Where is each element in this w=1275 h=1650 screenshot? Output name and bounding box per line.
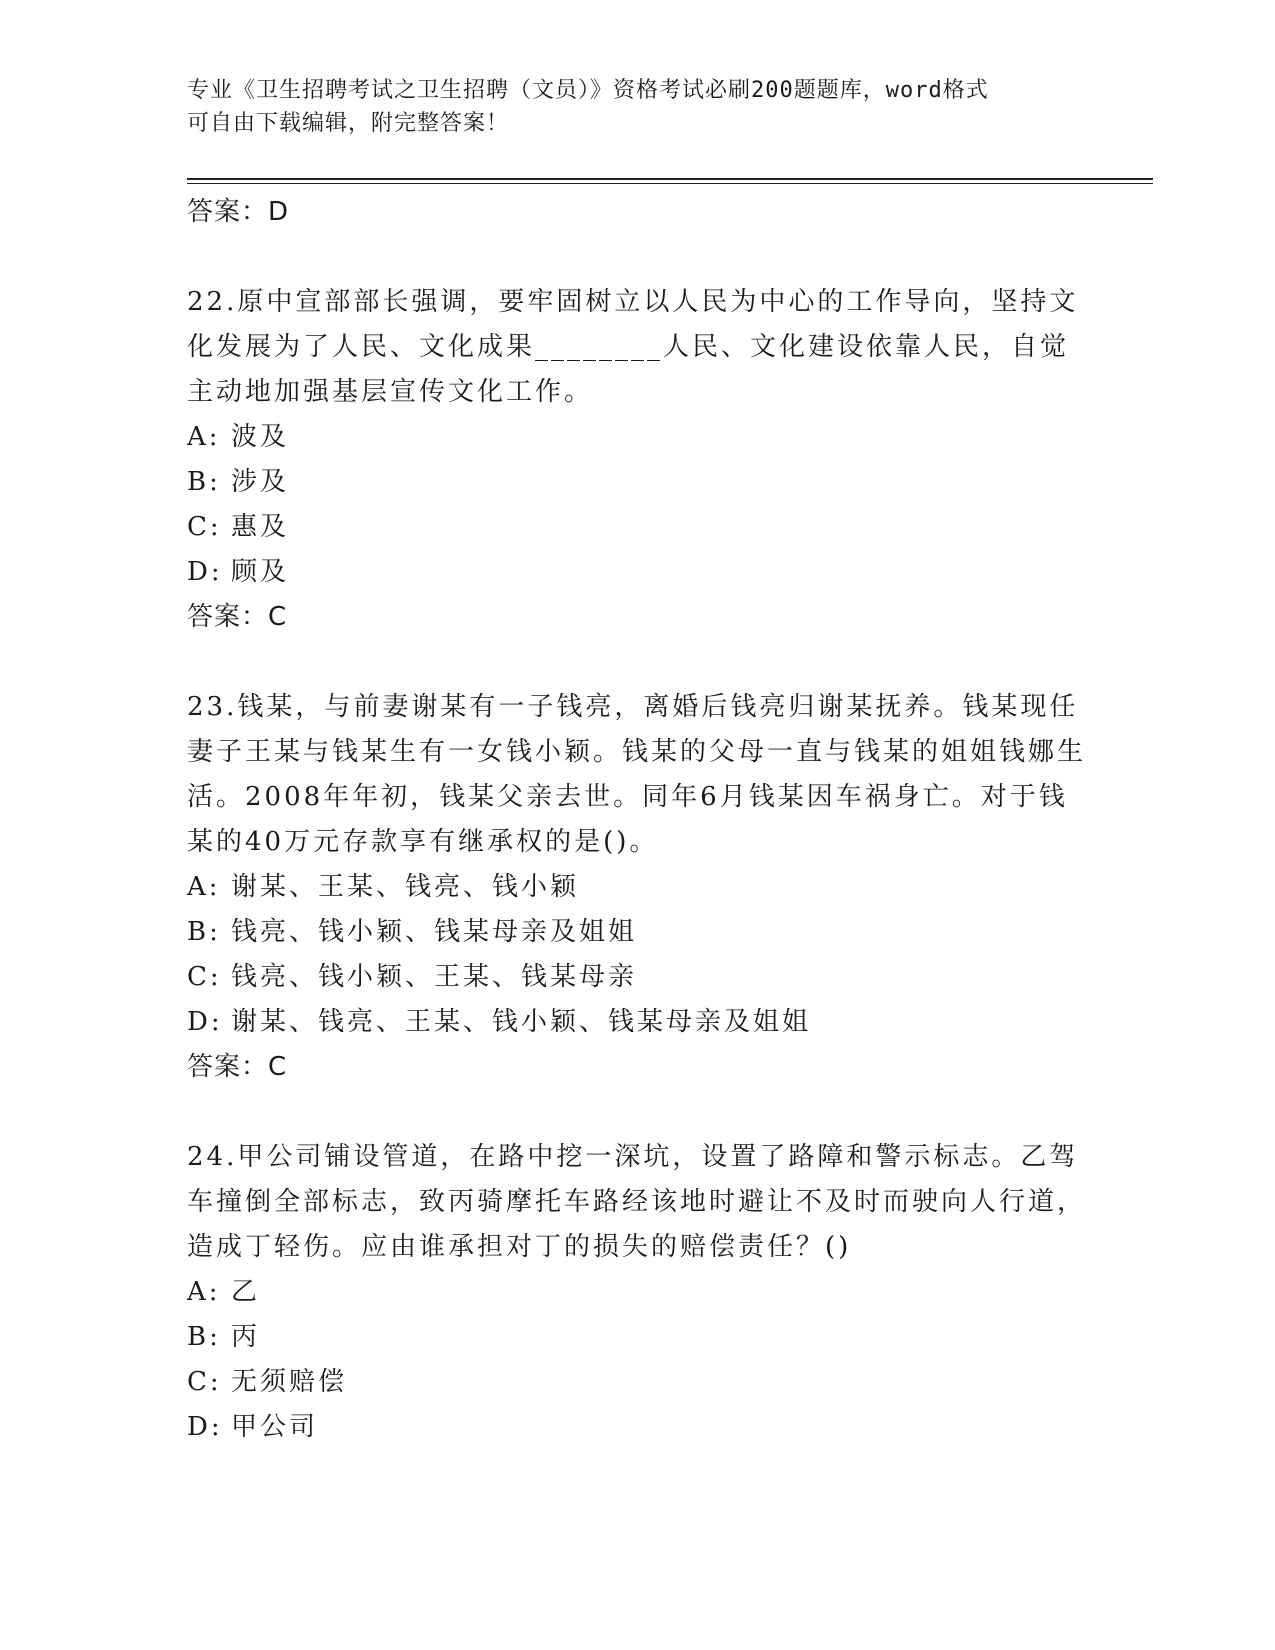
- option-text: 钱亮、钱小颖、钱某母亲及姐姐: [231, 917, 638, 947]
- option-b: [187, 910, 1087, 955]
- option-letter: A:: [187, 872, 221, 902]
- option-c: [187, 955, 1087, 1000]
- option-text: 波及: [231, 422, 290, 452]
- question-23: [187, 685, 1087, 1089]
- question-stem: 22.原中宣部部长强调，要牢固树立以人民为中心的工作导向，坚持文化发展为了人民、文化成果________人民、文化建设依靠人民，自觉主动地加强基层宣传文化工作。: [187, 287, 1079, 407]
- option-letter: B:: [187, 1322, 221, 1352]
- option-d: [187, 1405, 1087, 1450]
- option-a: [187, 415, 1087, 460]
- option-letter: D:: [187, 1007, 223, 1037]
- document-body: [187, 190, 1087, 1450]
- option-letter: C:: [187, 1367, 222, 1397]
- option-d: [187, 1000, 1087, 1045]
- option-text: 钱亮、钱小颖、王某、钱某母亲: [231, 962, 638, 992]
- option-letter: B:: [187, 917, 221, 947]
- option-b: [187, 1315, 1087, 1360]
- option-letter: C:: [187, 512, 222, 542]
- option-letter: B:: [187, 467, 221, 497]
- header-rule-thin: [187, 183, 1153, 184]
- option-letter: D:: [187, 557, 223, 587]
- answer-line: 答案：C: [187, 1052, 288, 1082]
- option-text: 谢某、王某、钱亮、钱小颖: [231, 872, 580, 902]
- option-text: 甲公司: [231, 1412, 319, 1442]
- question-24: [187, 1135, 1087, 1450]
- header-rule-thick: [187, 178, 1153, 180]
- option-a: [187, 1270, 1087, 1315]
- option-text: 惠及: [231, 512, 290, 542]
- option-c: [187, 1360, 1087, 1405]
- option-text: 涉及: [231, 467, 290, 497]
- option-text: 乙: [231, 1277, 261, 1307]
- option-a: [187, 865, 1087, 910]
- option-letter: A:: [187, 1277, 221, 1307]
- answer-line: 答案：D: [187, 197, 290, 227]
- option-letter: A:: [187, 422, 221, 452]
- option-text: 谢某、钱亮、王某、钱小颖、钱某母亲及姐姐: [231, 1007, 812, 1037]
- option-c: [187, 505, 1087, 550]
- option-text: 丙: [231, 1322, 261, 1352]
- option-d: [187, 550, 1087, 595]
- question-stem: 24.甲公司铺设管道，在路中挖一深坑，设置了路障和警示标志。乙驾车撞倒全部标志，致丙骑摩托车路经该地时避让不及时而驶向人行道，造成丁轻伤。应由谁承担对丁的损失的赔偿责任？(): [187, 1142, 1087, 1262]
- header-line-2: 可自由下载编辑，附完整答案！: [187, 111, 510, 136]
- option-text: 无须赔偿: [231, 1367, 348, 1397]
- document-header: [187, 74, 1067, 140]
- question-22: [187, 280, 1087, 639]
- answer-line: 答案：C: [187, 602, 288, 632]
- header-line-1: 专业《卫生招聘考试之卫生招聘（文员）》资格考试必刷200题题库，word格式: [187, 78, 989, 103]
- option-text: 顾及: [231, 557, 290, 587]
- option-letter: C:: [187, 962, 222, 992]
- option-b: [187, 460, 1087, 505]
- option-letter: D:: [187, 1412, 223, 1442]
- question-stem: 23.钱某，与前妻谢某有一子钱亮，离婚后钱亮归谢某抚养。钱某现任妻子王某与钱某生有一女钱小颖。钱某的父母一直与钱某的姐姐钱娜生活。2008年年初，钱某父亲去世。同年6月钱某因车祸身亡。对于钱某的40万元存款享有继承权的是()。: [187, 692, 1087, 857]
